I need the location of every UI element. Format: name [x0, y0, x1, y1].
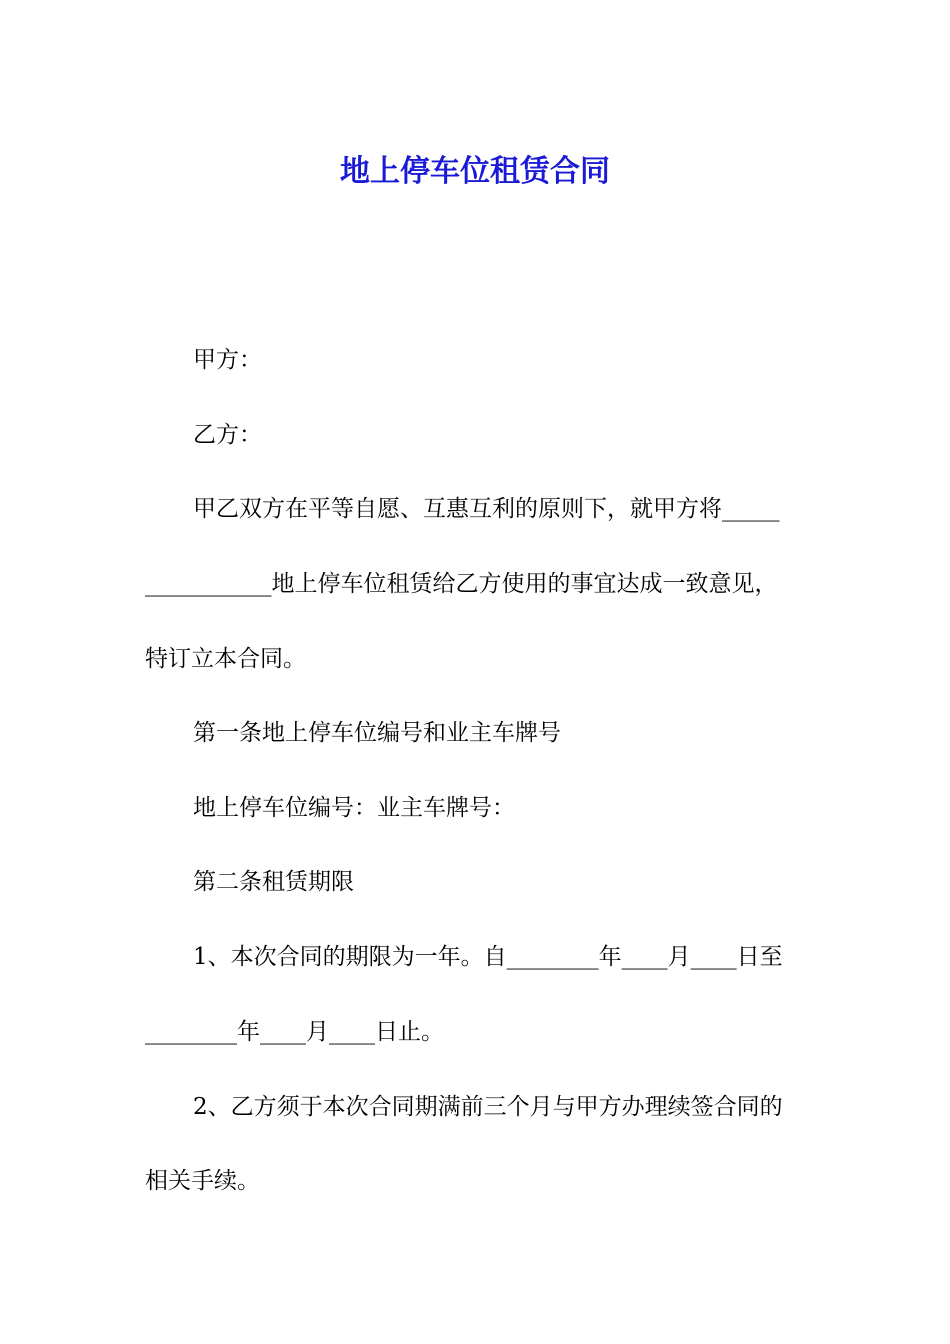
preamble-line-3: 特订立本合同。: [145, 646, 306, 672]
term-clause-2-line-1: 2、乙方须于本次合同期满前三个月与甲方办理续签合同的: [193, 1094, 783, 1120]
term-clause-1-line-2: ________年____月____日止。: [145, 1019, 444, 1045]
parking-number-line: 地上停车位编号：业主车牌号：: [193, 795, 515, 821]
term-clause-1-line-1: 1、本次合同的期限为一年。自________年____月____日至: [193, 944, 783, 970]
term-clause-2-line-2: 相关手续。: [145, 1168, 260, 1194]
preamble-line-1: 甲乙双方在平等自愿、互惠互利的原则下，就甲方将_____: [193, 496, 780, 522]
article-1-heading: 第一条地上停车位编号和业主车牌号: [193, 720, 561, 746]
article-2-heading: 第二条租赁期限: [193, 869, 354, 895]
document-title: 地上停车位租赁合同: [340, 154, 610, 190]
party-b-line: 乙方：: [193, 422, 262, 448]
preamble-line-2: ___________地上停车位租赁给乙方使用的事宜达成一致意见，: [145, 571, 778, 597]
party-a-line: 甲方：: [193, 347, 262, 373]
